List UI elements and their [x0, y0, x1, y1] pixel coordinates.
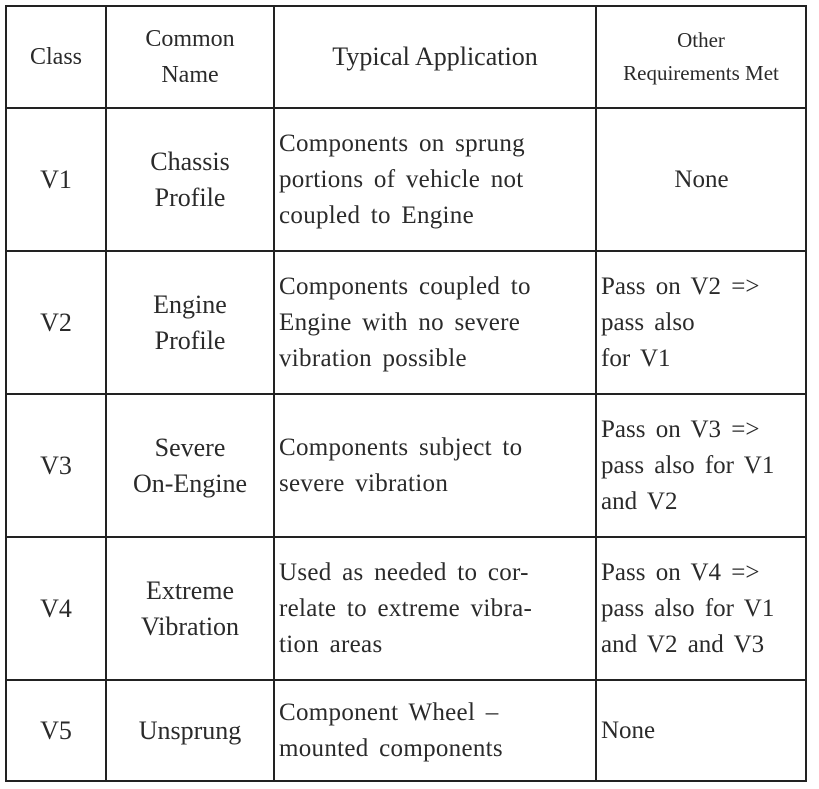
common-name-line: Engine — [153, 289, 227, 319]
common-name-cell — [106, 394, 274, 537]
other-requirements-cell — [596, 108, 806, 251]
common-name-line: On-Engine — [132, 468, 248, 498]
header-row — [6, 6, 806, 108]
header-typical-application: Typical Application — [274, 6, 596, 108]
header-class: Class — [6, 6, 106, 108]
header-common-name-line: Name — [161, 62, 219, 88]
table-row — [6, 251, 806, 394]
application-line: vibration possible — [279, 344, 467, 372]
application-line: Components coupled to — [279, 272, 531, 300]
other-requirements-cell — [596, 680, 806, 781]
requirements-line: Pass on V3 => — [601, 415, 760, 443]
other-requirements-cell — [596, 394, 806, 537]
header-other-requirements-line: Requirements Met — [623, 61, 779, 85]
requirements-line: None — [601, 716, 656, 744]
application-line: tion areas — [279, 630, 383, 658]
requirements-line: and V2 and V3 — [601, 630, 765, 658]
application-line: portions of vehicle not — [279, 165, 524, 193]
common-name-line: Extreme — [145, 575, 235, 605]
application-line: Components subject to — [279, 433, 523, 461]
header-other-requirements-line: Other — [677, 28, 725, 52]
class-cell: V1 — [6, 108, 106, 251]
table-row — [6, 108, 806, 251]
requirements-line: pass also for V1 — [601, 451, 775, 479]
application-line: Used as needed to cor- — [279, 558, 529, 586]
other-requirements-cell — [596, 537, 806, 680]
common-name-cell — [106, 251, 274, 394]
requirements-line: and V2 — [601, 487, 678, 515]
class-cell: V5 — [6, 680, 106, 781]
spec-table-container — [5, 5, 807, 782]
table-row — [6, 680, 806, 781]
header-common-name — [106, 6, 274, 108]
common-name-line: Profile — [154, 325, 226, 355]
class-cell: V2 — [6, 251, 106, 394]
other-requirements-cell — [596, 251, 806, 394]
requirements-line: for V1 — [601, 344, 671, 372]
application-line: relate to extreme vibra- — [279, 594, 533, 622]
application-line: mounted components — [279, 734, 503, 762]
class-cell: V3 — [6, 394, 106, 537]
application-line: coupled to Engine — [279, 201, 474, 229]
application-line: Engine with no severe — [279, 308, 521, 336]
requirements-line: Pass on V4 => — [601, 558, 760, 586]
common-name-line: Severe — [154, 432, 226, 462]
common-name-line: Chassis — [150, 146, 230, 176]
application-line: Components on sprung — [279, 129, 525, 157]
requirements-line: Pass on V2 => — [601, 272, 760, 300]
class-cell: V4 — [6, 537, 106, 680]
typical-application-cell — [274, 680, 596, 781]
table-row — [6, 394, 806, 537]
application-line: severe vibration — [279, 469, 449, 497]
requirements-line: None — [674, 165, 729, 193]
table-row — [6, 537, 806, 680]
requirements-line: pass also for V1 — [601, 594, 775, 622]
common-name-cell — [106, 680, 274, 781]
typical-application-cell — [274, 394, 596, 537]
typical-application-cell — [274, 537, 596, 680]
header-other-requirements — [596, 6, 806, 108]
vibration-class-table — [5, 5, 807, 782]
typical-application-cell — [274, 108, 596, 251]
common-name-line: Profile — [154, 182, 226, 212]
application-line: Component Wheel – — [279, 698, 499, 726]
requirements-line: pass also — [601, 308, 695, 336]
typical-application-cell — [274, 251, 596, 394]
common-name-line: Unsprung — [138, 715, 242, 745]
header-common-name-line: Common — [145, 26, 235, 52]
common-name-cell — [106, 537, 274, 680]
common-name-line: Vibration — [140, 611, 240, 641]
common-name-cell — [106, 108, 274, 251]
